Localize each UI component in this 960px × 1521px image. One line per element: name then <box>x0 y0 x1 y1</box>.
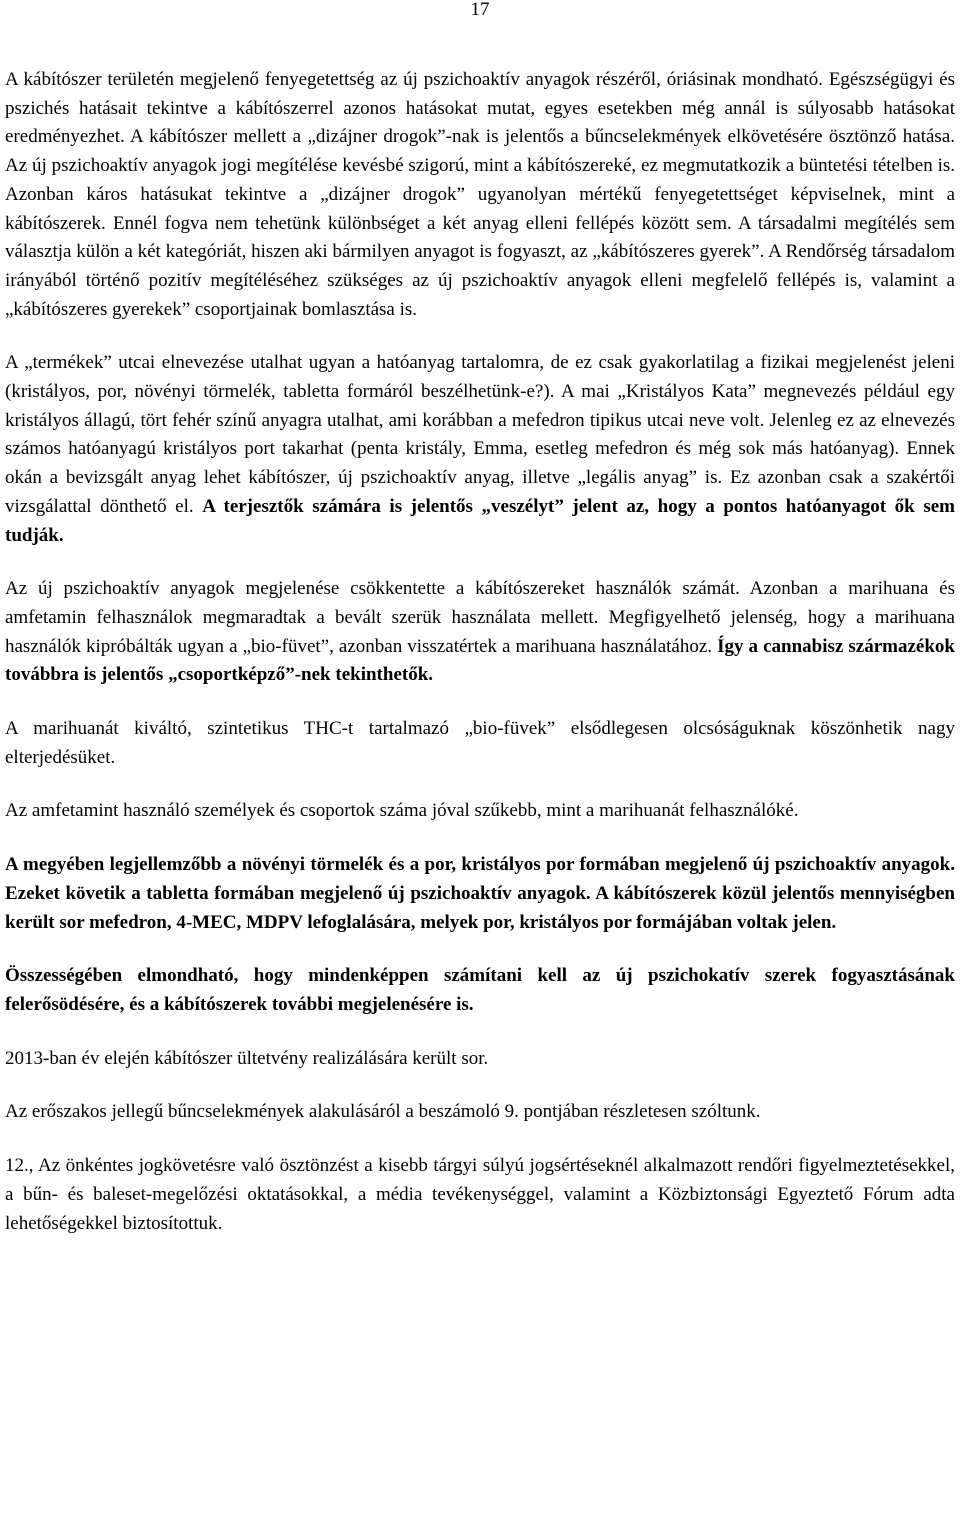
paragraph-7 <box>5 962 955 1019</box>
paragraph-bold-text: Így a cannabisz származékok továbbra is jelentős „csoportképző”-nek tekinthetők. <box>5 635 956 686</box>
page-number: 17 <box>470 0 490 20</box>
paragraph-9 <box>5 1098 955 1127</box>
paragraph-text: A kábítószer területén megjelenő fenyegetettség az új pszichoaktív anyagok részéről, óriásinak mondható. Egészségügyi és pszichés hatásait tekintve a kábítószerrel azonos hatásokat mutat, egyes esetekben még annál is súlyosabb hatásokat eredményezhet. A kábítószer mellett a „dizájner drogok”-nak is jelentős a bűncselekmények elkövetésére ösztönző hatása. Az új pszichoaktív anyagok jogi megítélése kevésbé szigorú, mint a kábítószereké, ez megmutatkozik a büntetési tételben is. Azonban káros hatásukat tekintve a „dizájner drogok” ugyanolyan mértékű fenyegetettséget képviselnek, mint a kábítószerek. Ennél fogva nem tehetünk különbséget a két anyag elleni fellépés között sem. A társadalmi megítélés sem választja külön a két kategóriát, hiszen aki bármilyen anyagot is fogyaszt, az „kábítószeres gyerek”. A Rendőrség társadalom irányából történő pozitív megítéléséhez szükséges az új pszichoaktív anyagok elleni megfelelő fellépés is, valamint a „kábítószeres gyerekek” csoportjainak bomlasztása is. <box>5 69 955 320</box>
paragraph-text: Az amfetamint használó személyek és csoportok száma jóval szűkebb, mint a marihuanát felhasználóké. <box>5 800 799 822</box>
paragraph-5 <box>5 797 955 826</box>
paragraph-text: 2013-ban év elején kábítószer ültetvény realizálására került sor. <box>5 1047 489 1069</box>
paragraph-text: Az erőszakos jellegű bűncselekmények alakulásáról a beszámoló 9. pontjában részletesen szóltunk. <box>5 1101 761 1123</box>
paragraph-bold-text: Összességében elmondható, hogy mindenképpen számítani kell az új pszichokatív szerek fogyasztásának felerősödésére, és a kábítószerek további megjelenésére is. <box>5 965 955 1015</box>
paragraph-text: 12., Az önkéntes jogkövetésre való ösztönzést a kisebb tárgyi súlyú jogsértéseknél alkalmazott rendőri figyelmeztetésekkel, a bűn- és baleset-megelőzési oktatásokkal, a média tevékenységgel, valamint a Közbiztonsági Egyeztető Fórum adta lehetőségekkel biztosítottuk. <box>5 1155 955 1234</box>
paragraph-2 <box>5 349 955 550</box>
paragraph-3 <box>5 575 955 690</box>
document-body <box>5 66 955 1238</box>
paragraph-text: Az új pszichoaktív anyagok megjelenése csökkentette a kábítószereket használók számát. Azonban a marihuana és amfetamin felhasználok megmaradtak a bevált szerük használata mellett. Megfigyelhető jelenség, hogy a marihuana használók kipróbálták ugyan a „bio-füvet”, azonban visszatértek a marihuana használatához. <box>5 578 955 657</box>
paragraph-bold-text: A terjesztők számára is jelentős „veszélyt” jelent az, hogy a pontos hatóanyagot ők sem tudják. <box>5 495 955 546</box>
paragraph-1 <box>5 66 955 324</box>
paragraph-8 <box>5 1045 955 1074</box>
paragraph-text: A marihuanát kiváltó, szintetikus THC-t tartalmazó „bio-füvek” elsődlegesen olcsóságuknak köszönhetik nagy elterjedésüket. <box>5 718 955 768</box>
paragraph-6 <box>5 851 955 937</box>
paragraph-4 <box>5 715 955 772</box>
paragraph-bold-text: A megyében legjellemzőbb a növényi törmelék és a por, kristályos por formában megjelenő új pszichoaktív anyagok. Ezeket követik a tabletta formában megjelenő új pszichoaktív anyagok. A kábítószerek közül jelentős mennyiségben került sor mefedron, 4-MEC, MDPV lefoglalására, melyek por, kristályos por formájában voltak jelen. <box>5 854 955 933</box>
paragraph-text: A „termékek” utcai elnevezése utalhat ugyan a hatóanyag tartalomra, de ez csak gyakorlatilag a fizikai megjelenést jeleni (kristályos, por, növényi törmelék, tabletta formáról beszélhetünk-e?). A mai „Kristályos Kata” megnevezés például egy kristályos állagú, tört fehér színű anyagra utalhat, ami korábban a mefedron tipikus utcai neve volt. Jelenleg ez az elnevezés számos hatóanyagú kristályos port takarhat (penta kristály, Emma, esetleg mefedron és még sok más hatóanyag). Ennek okán a bevizsgált anyag lehet kábítószer, új pszichoaktív anyag, illetve „legális anyag” is. Ez azonban csak a szakértői vizsgálattal dönthető el. <box>5 352 955 517</box>
paragraph-10 <box>5 1152 955 1238</box>
